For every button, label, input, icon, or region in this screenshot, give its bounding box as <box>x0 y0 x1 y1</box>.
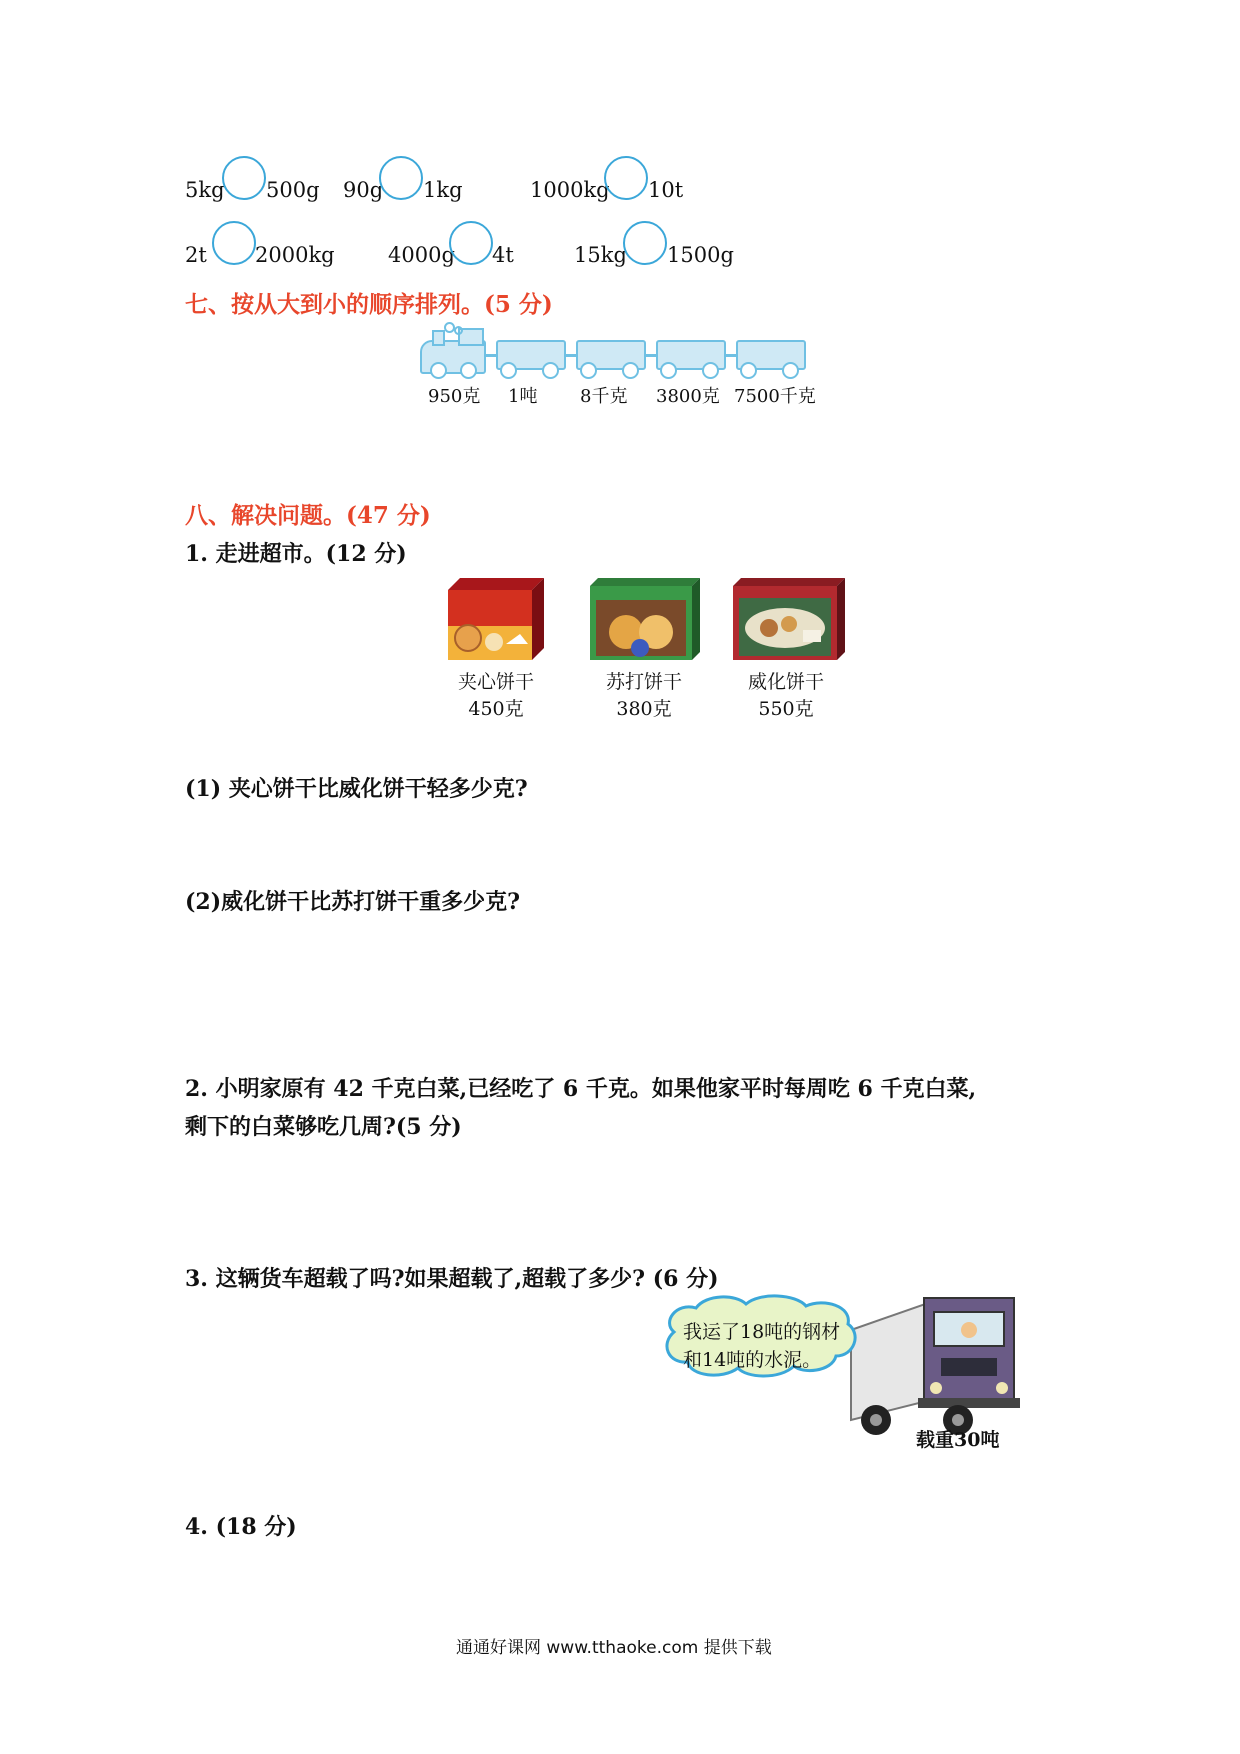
compare-right-6: 1500g <box>667 243 734 267</box>
question-1-title: 1. 走进超市。(12 分) <box>185 541 407 567</box>
compare-right-1: 500g <box>266 178 320 202</box>
compare-right-3: 10t <box>648 178 684 202</box>
soda-biscuit-box <box>590 578 700 660</box>
question-2-line-2: 剩下的白菜够吃几周?(5 分) <box>185 1114 462 1140</box>
wheel-icon <box>702 362 719 379</box>
wheel-icon <box>782 362 799 379</box>
question-2-line-1: 2. 小明家原有 42 千克白菜,已经吃了 6 千克。如果他家平时每周吃 6 千克白菜, <box>185 1076 977 1102</box>
product-1-weight: 450克 <box>468 698 524 720</box>
product-2-weight: 380克 <box>616 698 672 720</box>
train-coupler <box>644 354 656 357</box>
footer-text: 通通好课网 www.tthaoke.com 提供下载 <box>456 1638 772 1658</box>
wheel-icon <box>660 362 677 379</box>
wheel-icon <box>460 362 477 379</box>
compare-circle-1[interactable] <box>222 156 266 200</box>
product-3-name: 威化饼干 <box>747 671 824 693</box>
compare-left-6: 15kg <box>574 243 627 267</box>
train-coupler <box>724 354 736 357</box>
question-4-title: 4. (18 分) <box>185 1514 297 1540</box>
train-label-1: 950克 <box>428 386 481 407</box>
compare-left-2: 90g <box>343 178 384 202</box>
section-7-title: 七、按从大到小的顺序排列。(5 分) <box>185 291 553 318</box>
compare-left-4: 2t <box>185 243 207 267</box>
question-3-title: 3. 这辆货车超载了吗?如果超载了,超载了多少? (6 分) <box>185 1266 719 1292</box>
wafer-biscuit-box <box>733 578 845 660</box>
train-chimney <box>432 330 445 346</box>
compare-right-4: 2000kg <box>255 243 335 267</box>
product-3-caption <box>726 669 846 723</box>
compare-left-1: 5kg <box>185 178 225 202</box>
product-1-caption <box>436 669 556 723</box>
compare-left-5: 4000g <box>388 243 455 267</box>
train-label-5: 7500千克 <box>734 386 816 407</box>
wheel-icon <box>542 362 559 379</box>
wheel-icon <box>430 362 447 379</box>
product-1-name: 夹心饼干 <box>457 671 534 693</box>
section-8-title: 八、解决问题。(47 分) <box>185 502 431 529</box>
compare-right-5: 4t <box>492 243 514 267</box>
compare-circle-4[interactable] <box>212 221 256 265</box>
product-2-name: 苏打饼干 <box>605 671 682 693</box>
wheel-icon <box>580 362 597 379</box>
compare-right-2: 1kg <box>423 178 463 202</box>
train-label-3: 8千克 <box>580 386 628 407</box>
compare-circle-3[interactable] <box>604 156 648 200</box>
sandwich-biscuit-box <box>448 578 544 660</box>
train-label-2: 1吨 <box>508 386 538 407</box>
smoke-icon <box>454 326 463 335</box>
truck-capacity-label: 载重30吨 <box>916 1429 1000 1451</box>
train-label-4: 3800克 <box>656 386 720 407</box>
speech-bubble-line-1: 我运了18吨的钢材 <box>683 1321 841 1343</box>
product-3-weight: 550克 <box>758 698 814 720</box>
wheel-icon <box>740 362 757 379</box>
compare-left-3: 1000kg <box>530 178 610 202</box>
product-2-caption <box>584 669 704 723</box>
train-coupler <box>564 354 576 357</box>
speech-bubble-line-2: 和14吨的水泥。 <box>683 1349 822 1371</box>
question-1-sub-2: (2)威化饼干比苏打饼干重多少克? <box>185 889 521 915</box>
compare-circle-5[interactable] <box>449 221 493 265</box>
compare-circle-2[interactable] <box>379 156 423 200</box>
train-coupler <box>484 354 496 357</box>
wheel-icon <box>622 362 639 379</box>
wheel-icon <box>500 362 517 379</box>
compare-circle-6[interactable] <box>623 221 667 265</box>
speech-bubble <box>683 1318 840 1374</box>
question-1-sub-1: (1) 夹心饼干比威化饼干轻多少克? <box>185 776 528 802</box>
